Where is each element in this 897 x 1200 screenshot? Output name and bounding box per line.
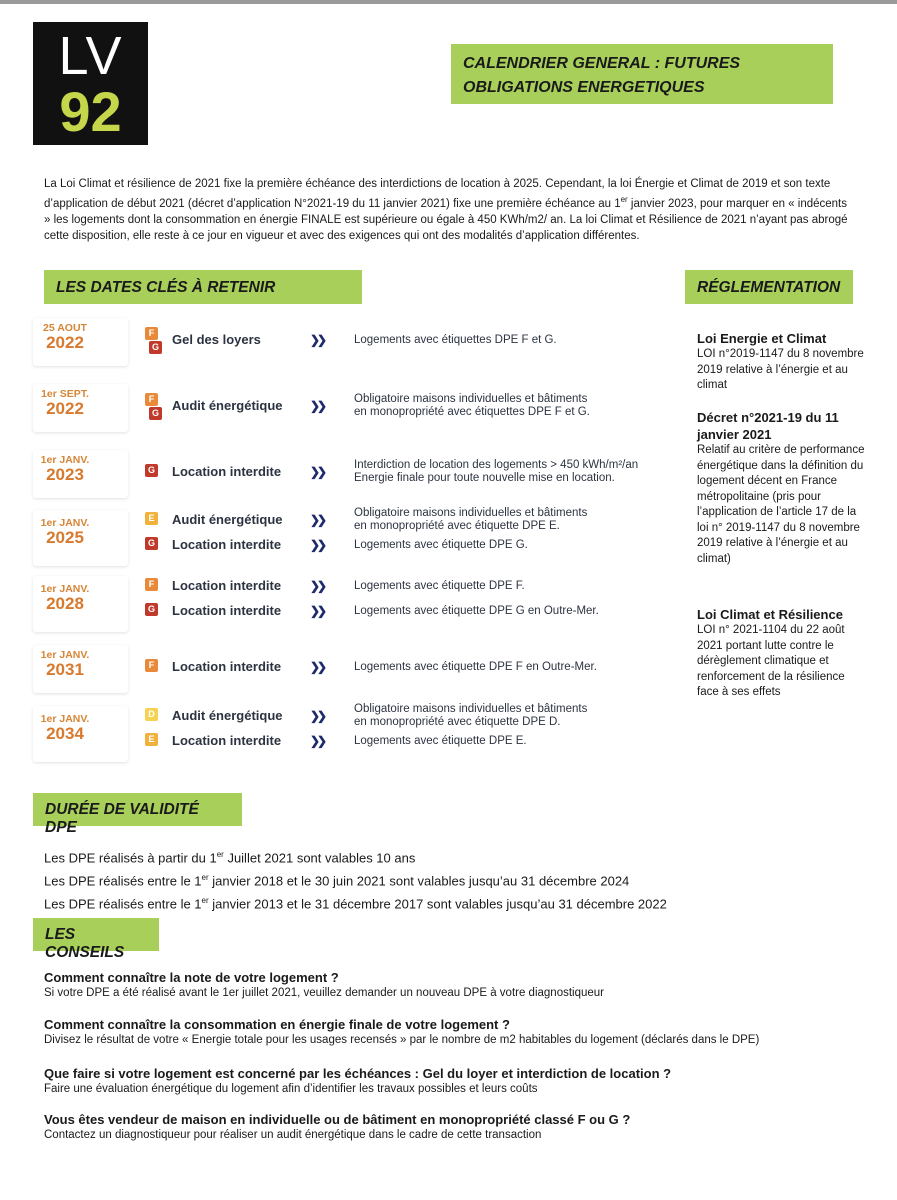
- energy-class-g-icon: G: [145, 537, 158, 550]
- obligation-description: [354, 507, 587, 532]
- description-line: Logements avec étiquette DPE F en Outre-Mer.: [354, 661, 597, 673]
- reglementation-item: [697, 330, 867, 394]
- advice-item: [44, 1016, 864, 1048]
- energy-class-g-icon: G: [149, 341, 162, 354]
- advice-answer: Divisez le résultat de votre « Energie totale pour les usages recensés » par le nombre de m2 habitables du logement (déclarés dans le DPE): [44, 1034, 760, 1046]
- obligation-label: Gel des loyers: [172, 332, 261, 347]
- logo-line-1: LV: [58, 26, 123, 86]
- validity-text: Les DPE réalisés entre le 1: [44, 873, 202, 889]
- date-year: 2031: [46, 660, 84, 679]
- date-year: 2034: [46, 724, 84, 743]
- energy-class-f-icon: F: [145, 393, 158, 406]
- section-heading-validite: DURÉE DE VALIDITÉ DPE: [33, 793, 242, 826]
- validity-sup: er: [201, 895, 209, 905]
- obligation-label: Location interdite: [172, 733, 282, 748]
- obligation-description: [354, 539, 528, 552]
- intro-part-2: janvier 2023, pour marquer en « indécents » les logements dont la consommation en énergie FINALE est supérieure ou égale à 450 KWh/m2/ an. La loi Climat et Résilience de 2021 n’ayant pas abrogé cette disposition, elle reste à ce jour en vigueur et avec des exigences qui ont des modalités d’application différentes.: [44, 198, 848, 243]
- advice-item: [44, 969, 864, 1001]
- intro-paragraph: [44, 176, 854, 245]
- obligation-description: [354, 459, 638, 484]
- validity-text: Les DPE réalisés entre le 1: [44, 895, 202, 911]
- validity-text: Juillet 2021 sont valables 10 ans: [223, 850, 416, 866]
- description-line: Logements avec étiquette DPE G.: [354, 539, 528, 551]
- advice-answer: Faire une évaluation énergétique du logement afin d’identifier les travaux possibles et leurs coûts: [44, 1083, 538, 1095]
- energy-class-f-icon: F: [145, 578, 158, 591]
- obligation-label: Location interdite: [172, 578, 282, 593]
- reglementation-heading: Loi Energie et Climat: [697, 331, 827, 346]
- date-label: 1er JANV.: [40, 583, 90, 595]
- description-line: Interdiction de location des logements > 450 kWh/m²/an: [354, 459, 639, 471]
- obligation-label: Audit énergétique: [172, 512, 283, 527]
- double-chevron-right-icon: ❯❯: [310, 513, 325, 527]
- advice-answer: Contactez un diagnostiqueur pour réaliser un audit énergétique dans le cadre de cette transaction: [44, 1129, 542, 1141]
- double-chevron-right-icon: ❯❯: [310, 604, 325, 618]
- page-title-line-2: OBLIGATIONS ENERGETIQUES: [463, 79, 705, 96]
- date-label: 25 AOUT: [43, 322, 87, 334]
- description-line: Obligatoire maisons individuelles et bâtiments: [354, 393, 588, 405]
- validity-line: [44, 845, 864, 868]
- double-chevron-right-icon: ❯❯: [310, 579, 325, 593]
- reglementation-body: Relatif au critère de performance énergétique dans la définition du logement décent en France métropolitaine (pris pour l’application de l’article 17 de la loi n° 2019-1147 du 8 novembre 2019 relative à l’énergie et au climat): [697, 444, 865, 565]
- validity-text: janvier 2018 et le 30 juin 2021 sont valables jusqu’au 31 décembre 2024: [208, 873, 630, 889]
- intro-sup: er: [620, 195, 628, 205]
- double-chevron-right-icon: ❯❯: [310, 709, 325, 723]
- description-line: Energie finale pour toute nouvelle mise en location.: [354, 471, 615, 484]
- date-year: 2025: [46, 528, 84, 547]
- logo-line-2: 92: [59, 80, 122, 143]
- reglementation-heading: Loi Climat et Résilience: [697, 607, 843, 622]
- advice-question: Comment connaître la consommation en énergie finale de votre logement ?: [44, 1017, 510, 1032]
- section-heading-dates: LES DATES CLÉS À RETENIR: [44, 270, 362, 304]
- reglementation-item: [697, 409, 867, 567]
- obligation-description: [354, 661, 597, 674]
- energy-class-e-icon: E: [145, 512, 158, 525]
- section-heading-conseils: LES CONSEILS: [33, 918, 159, 951]
- reglementation-body: LOI n° 2021-1104 du 22 août 2021 portant lutte contre le dérèglement climatique et renforcement de la résilience face à ses effets: [697, 624, 845, 698]
- description-line: en monopropriété avec étiquettes DPE F et G.: [354, 405, 590, 418]
- validity-sup: er: [201, 872, 209, 882]
- date-year: 2022: [46, 333, 84, 352]
- obligation-label: Location interdite: [172, 464, 282, 479]
- obligation-label: Location interdite: [172, 537, 282, 552]
- obligation-label: Audit énergétique: [172, 398, 283, 413]
- description-line: Logements avec étiquette DPE E.: [354, 735, 527, 747]
- obligation-description: [354, 393, 590, 418]
- page-title: [451, 44, 833, 104]
- description-line: en monopropriété avec étiquette DPE E.: [354, 519, 560, 532]
- obligation-description: [354, 735, 527, 748]
- date-year: 2023: [46, 465, 84, 484]
- date-label: 1er JANV.: [40, 649, 90, 661]
- top-border: [0, 0, 897, 4]
- double-chevron-right-icon: ❯❯: [310, 465, 325, 479]
- energy-class-g-icon: G: [145, 464, 158, 477]
- date-year: 2022: [46, 399, 84, 418]
- advice-question: Comment connaître la note de votre logement ?: [44, 970, 339, 985]
- description-line: Logements avec étiquettes DPE F et G.: [354, 334, 557, 346]
- advice-item: [44, 1065, 864, 1097]
- reglementation-heading: Décret n°2021-19 du 11 janvier 2021: [697, 410, 839, 442]
- obligation-description: [354, 605, 599, 618]
- energy-class-f-icon: F: [145, 659, 158, 672]
- validity-line: [44, 891, 864, 914]
- date-year: 2028: [46, 594, 84, 613]
- section-heading-reglementation: RÉGLEMENTATION: [685, 270, 853, 304]
- energy-class-g-icon: G: [149, 407, 162, 420]
- obligation-label: Location interdite: [172, 659, 282, 674]
- double-chevron-right-icon: ❯❯: [310, 538, 325, 552]
- description-line: Obligatoire maisons individuelles et bâtiments: [354, 703, 588, 715]
- intro-part-1: La Loi Climat et résilience de 2021 fixe la première échéance des interdictions de location à 2025. Cependant, la loi Énergie et Climat de 2019 et son texte d’application de début 2021 (décret d’application N°2021-19 du 11 janvier 2021) fixe une première échéance au 1: [44, 178, 831, 211]
- reglementation-item: [697, 606, 867, 701]
- description-line: Obligatoire maisons individuelles et bâtiments: [354, 507, 588, 519]
- obligation-description: [354, 334, 557, 347]
- obligation-label: Location interdite: [172, 603, 282, 618]
- date-label: 1er JANV.: [40, 713, 90, 725]
- double-chevron-right-icon: ❯❯: [310, 333, 325, 347]
- dpe-validity-list: [44, 845, 864, 913]
- description-line: Logements avec étiquette DPE F.: [354, 580, 525, 592]
- advice-item: [44, 1111, 864, 1143]
- validity-sup: er: [216, 850, 224, 859]
- date-label: 1er JANV.: [40, 517, 90, 529]
- lv92-logo: [33, 22, 148, 145]
- advice-question: Que faire si votre logement est concerné par les échéances : Gel du loyer et interdiction de location ?: [44, 1066, 672, 1081]
- energy-class-g-icon: G: [145, 603, 158, 616]
- obligation-description: [354, 703, 587, 728]
- reglementation-body: LOI n°2019-1147 du 8 novembre 2019 relative à l’énergie et au climat: [697, 348, 864, 391]
- date-label: 1er SEPT.: [41, 388, 89, 400]
- description-line: Logements avec étiquette DPE G en Outre-Mer.: [354, 605, 599, 617]
- advice-question: Vous êtes vendeur de maison en individuelle ou de bâtiment en monopropriété classé F ou G ?: [44, 1112, 631, 1127]
- energy-class-f-icon: F: [145, 327, 158, 340]
- validity-line: [44, 868, 864, 891]
- validity-text: janvier 2013 et le 31 décembre 2017 sont valables jusqu’au 31 décembre 2022: [208, 895, 667, 911]
- obligation-description: [354, 580, 525, 593]
- energy-class-e-icon: E: [145, 733, 158, 746]
- double-chevron-right-icon: ❯❯: [310, 734, 325, 748]
- description-line: en monopropriété avec étiquette DPE D.: [354, 715, 561, 728]
- validity-text: Les DPE réalisés à partir du 1: [44, 850, 217, 866]
- date-label: 1er JANV.: [40, 454, 90, 466]
- double-chevron-right-icon: ❯❯: [310, 399, 325, 413]
- advice-answer: Si votre DPE a été réalisé avant le 1er juillet 2021, veuillez demander un nouveau DPE à votre diagnostiqueur: [44, 987, 605, 999]
- obligation-label: Audit énergétique: [172, 708, 283, 723]
- energy-class-d-icon: D: [145, 708, 158, 721]
- page-title-line-1: CALENDRIER GENERAL : FUTURES: [463, 55, 741, 72]
- double-chevron-right-icon: ❯❯: [310, 660, 325, 674]
